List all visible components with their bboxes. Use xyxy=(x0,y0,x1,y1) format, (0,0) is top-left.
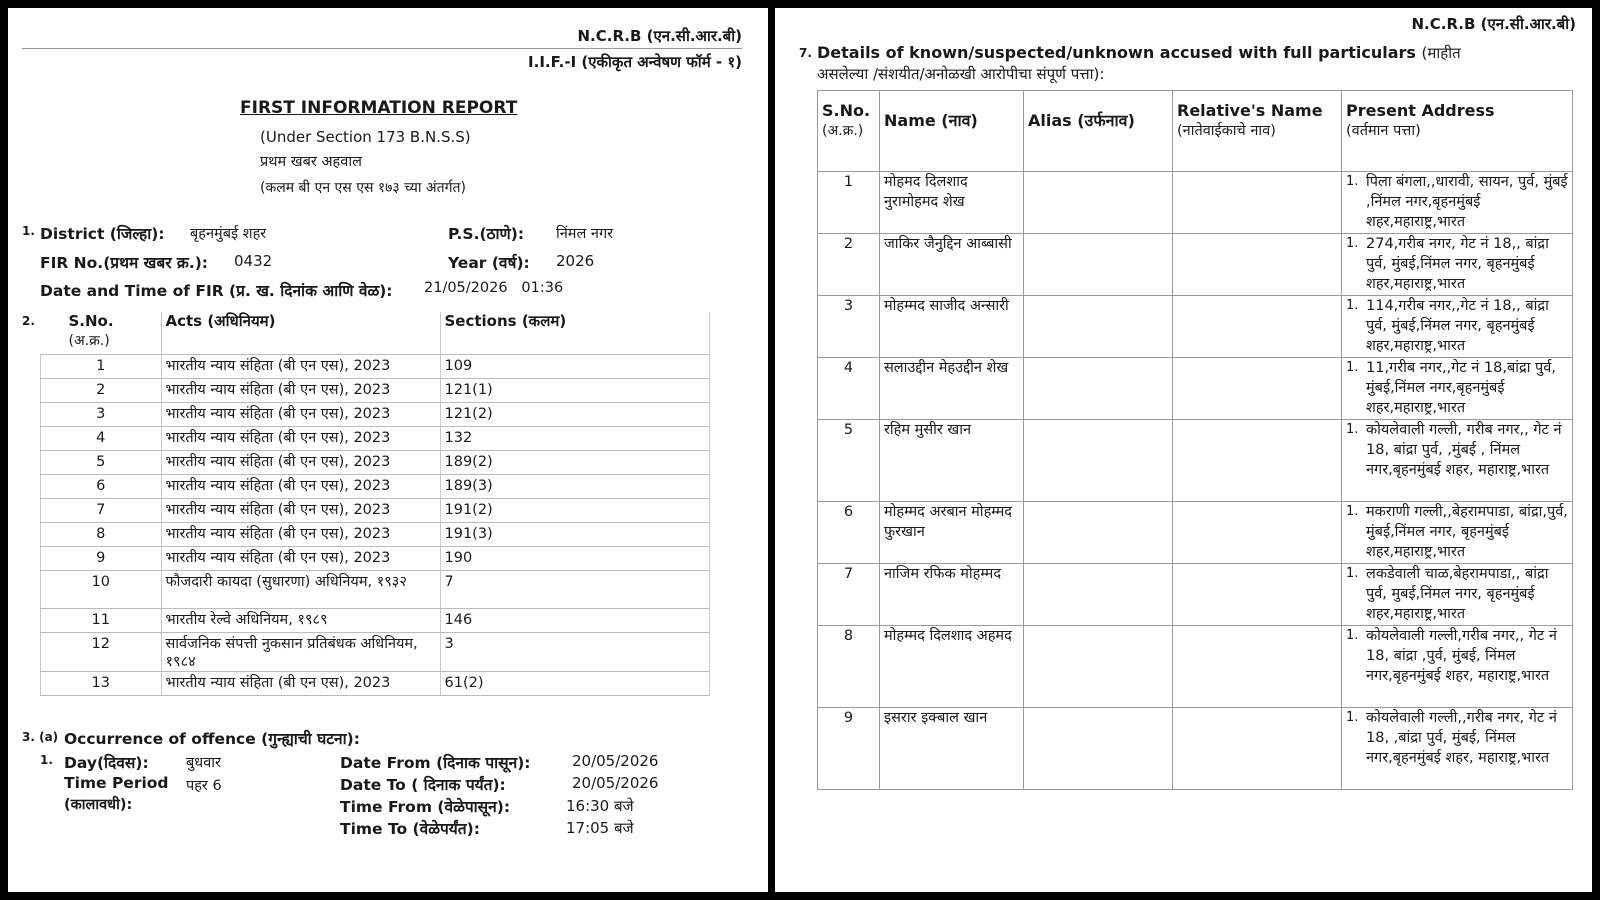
act-name: भारतीय न्याय संहिता (बी एन एस), 2023 xyxy=(161,523,440,547)
accused-sno-sub: (अ.क्र.) xyxy=(822,123,864,139)
accused-row xyxy=(818,564,1573,626)
accused-row xyxy=(818,708,1573,790)
act-row xyxy=(41,403,710,427)
act-section: 146 xyxy=(440,609,710,633)
accused-name: मोहमद दिलशाद नुरामोहमद शेख xyxy=(880,172,1024,234)
act-name: भारतीय न्याय संहिता (बी एन एस), 2023 xyxy=(161,499,440,523)
accused-relative xyxy=(1173,358,1342,420)
time-to-value: 17:05 बजे xyxy=(566,819,634,837)
sno-header-sub: (अ.क्र.) xyxy=(68,333,110,349)
fir-number-label: FIR No.(प्रथम खबर क्र.): xyxy=(40,254,209,272)
accused-address xyxy=(1346,564,1568,624)
day-value: बुधवार xyxy=(186,755,221,771)
accused-relative xyxy=(1173,564,1342,626)
header-divider xyxy=(22,48,742,49)
act-section: 189(3) xyxy=(440,475,710,499)
report-title: FIRST INFORMATION REPORT xyxy=(240,98,518,118)
acts-table-header xyxy=(41,312,710,355)
date-from-value: 20/05/2026 xyxy=(572,752,659,770)
act-name: फौजदारी कायदा (सुधारणा) अधिनियम, १९३२ xyxy=(161,571,440,609)
act-section: 109 xyxy=(440,355,710,379)
accused-sno: 1 xyxy=(818,172,880,234)
accused-name: मोहम्मद दिलशाद अहमद xyxy=(880,626,1024,708)
district-label: District (जिल्हा): xyxy=(40,225,165,243)
accused-table xyxy=(817,90,1573,790)
accused-address-cell xyxy=(1342,708,1573,790)
time-from-label: Time From (वेळेपासून): xyxy=(340,798,511,816)
accused-heading xyxy=(817,43,1461,63)
accused-alias xyxy=(1024,626,1173,708)
time-period-value: पहर 6 xyxy=(186,778,222,794)
fir-page-left xyxy=(8,8,768,892)
accused-relative-header xyxy=(1173,91,1342,172)
act-name: भारतीय न्याय संहिता (बी एन एस), 2023 xyxy=(161,547,440,571)
accused-alias xyxy=(1024,708,1173,790)
item-1-number: 1. xyxy=(22,224,35,238)
accused-sno: 4 xyxy=(818,358,880,420)
act-name: भारतीय न्याय संहिता (बी एन एस), 2023 xyxy=(161,475,440,499)
accused-relative xyxy=(1173,296,1342,358)
address-number: 1. xyxy=(1346,710,1359,725)
address-text: 114,गरीब नगर,,गेट नं 18,, बांद्रा पुर्व, मुंबई,निंमल नगर, बृहनमुंबई शहर,महाराष्ट्र,भारत xyxy=(1366,298,1549,354)
year-value: 2026 xyxy=(556,252,595,270)
accused-name: सलाउद्दीन मेहउद्दीन शेख xyxy=(880,358,1024,420)
accused-relative xyxy=(1173,172,1342,234)
accused-address xyxy=(1346,296,1568,356)
accused-name-header: Name (नाव) xyxy=(880,91,1024,172)
accused-sno: 3 xyxy=(818,296,880,358)
accused-address xyxy=(1346,358,1568,418)
item-2-number: 2. xyxy=(22,314,35,328)
act-sno: 9 xyxy=(41,547,162,571)
address-number: 1. xyxy=(1346,504,1359,519)
accused-address xyxy=(1346,420,1568,480)
accused-sno: 9 xyxy=(818,708,880,790)
police-station-label: P.S.(ठाणे): xyxy=(448,225,525,243)
accused-alias xyxy=(1024,358,1173,420)
accused-sno-label: S.No. xyxy=(822,101,871,120)
fir-number-value: 0432 xyxy=(234,252,273,270)
accused-name: मोहम्मद अरबान मोहम्मद फुरखान xyxy=(880,502,1024,564)
acts-header: Acts (अधिनियम) xyxy=(161,312,440,355)
address-text: कोयलेवाली गल्ली, गरीब नगर,, गेट नं 18, बांद्रा पुर्व, ,मुंबई , निंमल नगर,बृहनमुंबई शहर, महाराष्ट्र,भारत xyxy=(1366,422,1562,478)
accused-row xyxy=(818,626,1573,708)
address-text: कोयलेवाली गल्ली,,गरीब नगर, गेट नं 18, ,बांद्रा पुर्व, मुंबई, निंमल नगर,बृहनमुंबई शहर, महाराष्ट्र,भारत xyxy=(1366,710,1557,766)
act-name: सार्वजनिक संपत्ती नुकसान प्रतिबंधक अधिनियम, १९८४ xyxy=(161,633,440,672)
address-number: 1. xyxy=(1346,422,1359,437)
act-row xyxy=(41,451,710,475)
act-sno: 5 xyxy=(41,451,162,475)
act-row xyxy=(41,499,710,523)
accused-heading-mr2: असलेल्या /संशयीत/अनोळखी आरोपीचा संपूर्ण पत्ता): xyxy=(817,65,1105,83)
act-name: भारतीय न्याय संहिता (बी एन एस), 2023 xyxy=(161,379,440,403)
sections-header: Sections (कलम) xyxy=(440,312,710,355)
accused-address-label: Present Address xyxy=(1346,101,1495,120)
accused-relative xyxy=(1173,708,1342,790)
address-number: 1. xyxy=(1346,174,1359,189)
fir-datetime-label: Date and Time of FIR (प्र. ख. दिनांक आणि वेळ): xyxy=(40,282,393,300)
act-sno: 2 xyxy=(41,379,162,403)
act-section: 61(2) xyxy=(440,672,710,696)
time-period-sub: (कालावधी): xyxy=(64,797,133,813)
accused-relative-sub: (नातेवाईकाचे नाव) xyxy=(1177,123,1276,139)
ncrb-header: N.C.R.B (एन.सी.आर.बी) xyxy=(577,27,742,45)
accused-address-cell xyxy=(1342,502,1573,564)
act-sno: 3 xyxy=(41,403,162,427)
act-row xyxy=(41,427,710,451)
act-row xyxy=(41,571,710,609)
act-row xyxy=(41,475,710,499)
accused-alias xyxy=(1024,502,1173,564)
address-number: 1. xyxy=(1346,298,1359,313)
time-period-label: Time Period xyxy=(64,774,169,792)
marathi-section: (कलम बी एन एस एस १७३ च्या अंतर्गत) xyxy=(260,180,466,196)
accused-sno: 5 xyxy=(818,420,880,502)
date-to-label: Date To ( दिनाक पर्यंत): xyxy=(340,776,506,794)
item-7-number: 7. xyxy=(799,46,812,60)
ncrb-header-right: N.C.R.B (एन.सी.आर.बी) xyxy=(1411,15,1576,33)
accused-sno: 2 xyxy=(818,234,880,296)
act-row xyxy=(41,609,710,633)
act-section: 3 xyxy=(440,633,710,672)
year-label: Year (वर्ष): xyxy=(448,254,530,272)
accused-row xyxy=(818,502,1573,564)
act-name: भारतीय रेल्वे अधिनियम, १९८९ xyxy=(161,609,440,633)
time-to-label: Time To (वेळेपर्यंत): xyxy=(340,820,480,838)
act-sno: 12 xyxy=(41,633,162,672)
accused-address-cell xyxy=(1342,358,1573,420)
act-row xyxy=(41,379,710,403)
accused-alias-header: Alias (उर्फनाव) xyxy=(1024,91,1173,172)
accused-address-cell xyxy=(1342,234,1573,296)
accused-address xyxy=(1346,172,1568,232)
act-sno: 10 xyxy=(41,571,162,609)
accused-relative xyxy=(1173,502,1342,564)
act-name: भारतीय न्याय संहिता (बी एन एस), 2023 xyxy=(161,451,440,475)
accused-alias xyxy=(1024,296,1173,358)
address-text: पिला बंगला,,धारावी, सायन, पुर्व, मुंबई ,निंमल नगर,बृहनमुंबई शहर,महाराष्ट्र,भारत xyxy=(1366,174,1568,230)
act-sno: 1 xyxy=(41,355,162,379)
address-text: मकराणी गल्ली,,बेहरामपाडा, बांद्रा,पुर्व, मुंबई,निंमल नगर, बृहनमुंबई शहर,महाराष्ट्र,भारत xyxy=(1366,504,1568,560)
iif-header: I.I.F.-I (एकीकृत अन्वेषण फॉर्म - १) xyxy=(528,53,742,71)
accused-address-cell xyxy=(1342,564,1573,626)
accused-heading-en: Details of known/suspected/unknown accused with full particulars xyxy=(817,43,1416,62)
act-sno: 7 xyxy=(41,499,162,523)
address-text: कोयलेवाली गल्ली,गरीब नगर,, गेट नं 18, बांद्रा ,पुर्व, मुंबई, निंमल नगर,बृहनमुंबई शहर, महाराष्ट्र,भारत xyxy=(1366,628,1557,684)
address-text: 11,गरीब नगर,,गेट नं 18,बांद्रा पुर्व, मुंबई,निंमल नगर,बृहनमुंबई शहर,महाराष्ट्र,भारत xyxy=(1366,360,1556,416)
act-section: 190 xyxy=(440,547,710,571)
act-row xyxy=(41,355,710,379)
act-section: 191(3) xyxy=(440,523,710,547)
sno-header xyxy=(41,312,162,355)
accused-address-cell xyxy=(1342,172,1573,234)
time-from-value: 16:30 बजे xyxy=(566,797,634,815)
accused-sno: 8 xyxy=(818,626,880,708)
district-value: बृहनमुंबई शहर xyxy=(190,226,267,242)
sub-1-number: 1. xyxy=(40,753,53,767)
accused-name: मोहम्मद साजीद अन्सारी xyxy=(880,296,1024,358)
act-name: भारतीय न्याय संहिता (बी एन एस), 2023 xyxy=(161,672,440,696)
date-from-label: Date From (दिनाक पासून): xyxy=(340,754,531,772)
fir-datetime-value: 21/05/2026 01:36 xyxy=(424,280,564,296)
act-section: 191(2) xyxy=(440,499,710,523)
accused-table-header xyxy=(818,91,1573,172)
accused-sno-header xyxy=(818,91,880,172)
act-name: भारतीय न्याय संहिता (बी एन एस), 2023 xyxy=(161,427,440,451)
act-row xyxy=(41,633,710,672)
sno-header-label: S.No. xyxy=(68,312,114,330)
accused-relative xyxy=(1173,626,1342,708)
act-name: भारतीय न्याय संहिता (बी एन एस), 2023 xyxy=(161,355,440,379)
accused-row xyxy=(818,296,1573,358)
accused-address xyxy=(1346,708,1568,768)
act-name: भारतीय न्याय संहिता (बी एन एस), 2023 xyxy=(161,403,440,427)
accused-alias xyxy=(1024,420,1173,502)
accused-name: इसरार इक्बाल खान xyxy=(880,708,1024,790)
accused-address-header xyxy=(1342,91,1573,172)
act-section: 7 xyxy=(440,571,710,609)
accused-relative xyxy=(1173,420,1342,502)
act-row xyxy=(41,523,710,547)
under-section: (Under Section 173 B.N.S.S) xyxy=(260,128,471,146)
act-row xyxy=(41,672,710,696)
accused-alias xyxy=(1024,234,1173,296)
accused-address-cell xyxy=(1342,626,1573,708)
accused-row xyxy=(818,420,1573,502)
act-row xyxy=(41,547,710,571)
fir-page-right xyxy=(775,8,1592,892)
address-number: 1. xyxy=(1346,566,1359,581)
act-sno: 4 xyxy=(41,427,162,451)
marathi-title: प्रथम खबर अहवाल xyxy=(260,154,362,170)
accused-name: नाजिम रफिक मोहम्मद xyxy=(880,564,1024,626)
accused-address xyxy=(1346,502,1568,562)
act-sno: 6 xyxy=(41,475,162,499)
accused-address xyxy=(1346,234,1568,294)
address-number: 1. xyxy=(1346,628,1359,643)
act-section: 121(1) xyxy=(440,379,710,403)
address-number: 1. xyxy=(1346,236,1359,251)
address-text: 274,गरीब नगर, गेट नं 18,, बांद्रा पुर्व, मुंबई,निंमल नगर, बृहनमुंबई शहर,महाराष्ट्र,भारत xyxy=(1366,236,1549,292)
accused-name: रहिम मुसीर खान xyxy=(880,420,1024,502)
act-section: 189(2) xyxy=(440,451,710,475)
accused-heading-mr1: (माहीत xyxy=(1421,44,1461,62)
accused-alias xyxy=(1024,172,1173,234)
accused-name: जाकिर जैनुद्दिन आब्बासी xyxy=(880,234,1024,296)
act-sno: 8 xyxy=(41,523,162,547)
accused-row xyxy=(818,358,1573,420)
act-section: 121(2) xyxy=(440,403,710,427)
accused-row xyxy=(818,234,1573,296)
accused-address-cell xyxy=(1342,296,1573,358)
accused-sno: 7 xyxy=(818,564,880,626)
accused-relative xyxy=(1173,234,1342,296)
accused-alias xyxy=(1024,564,1173,626)
accused-address-cell xyxy=(1342,420,1573,502)
address-text: लकडेवाली चाळ,बेहरामपाडा,, बांद्रा पुर्व, मुबई,निंमल नगर, बृहनमुंबई शहर,महाराष्ट्र,भारत xyxy=(1366,566,1549,622)
act-sno: 13 xyxy=(41,672,162,696)
accused-sno: 6 xyxy=(818,502,880,564)
accused-address xyxy=(1346,626,1568,686)
accused-relative-label: Relative's Name xyxy=(1177,101,1323,120)
day-label: Day(दिवस): xyxy=(64,754,149,772)
act-sno: 11 xyxy=(41,609,162,633)
police-station-value: निंमल नगर xyxy=(556,226,614,242)
item-3a-number: 3. (a) xyxy=(22,730,59,744)
accused-row xyxy=(818,172,1573,234)
accused-address-sub: (वर्तमान पत्ता) xyxy=(1346,123,1421,139)
address-number: 1. xyxy=(1346,360,1359,375)
acts-table xyxy=(40,312,710,696)
date-to-value: 20/05/2026 xyxy=(572,774,659,792)
occurrence-label: Occurrence of offence (गुन्ह्याची घटना): xyxy=(64,730,360,748)
act-section: 132 xyxy=(440,427,710,451)
